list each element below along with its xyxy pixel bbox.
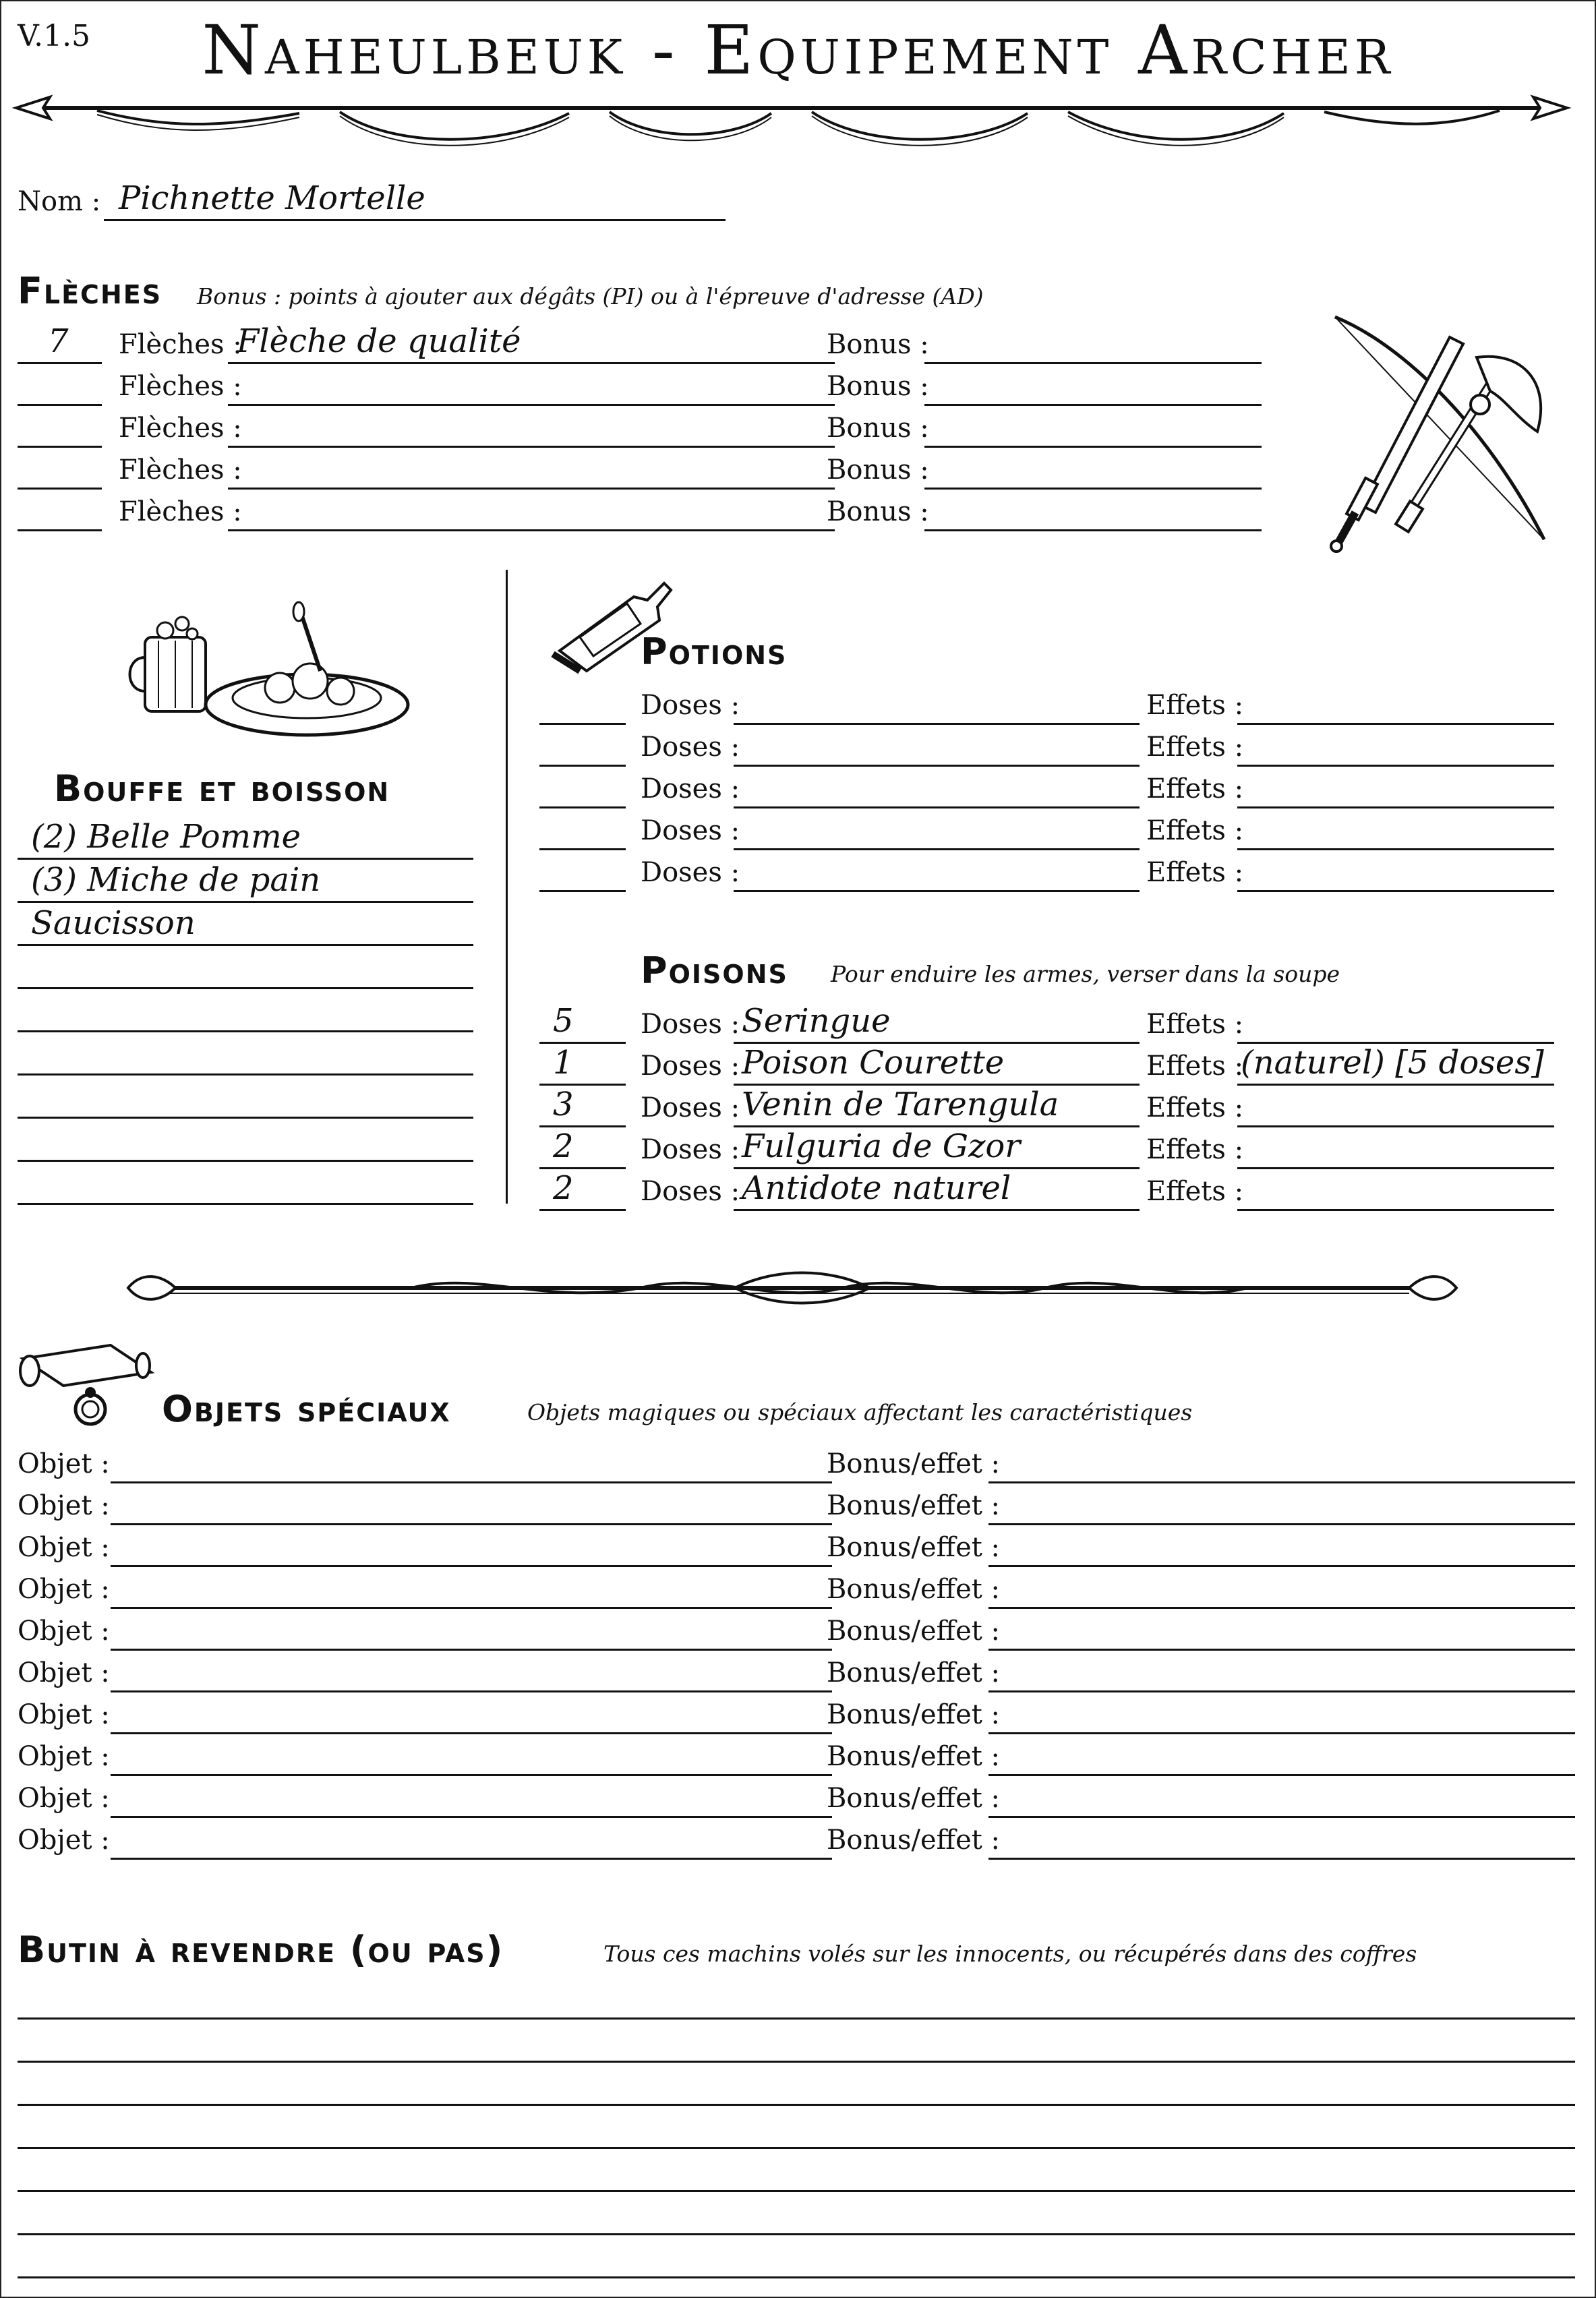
bouffe-row (18, 906, 476, 946)
qty-underline (18, 362, 102, 364)
bouffe-row (18, 992, 476, 1032)
name-underline (228, 404, 835, 406)
butin-row (18, 2238, 1575, 2278)
objet-label: Objet : (18, 1741, 110, 1772)
qty-underline (539, 1209, 626, 1211)
objet-row (18, 1652, 1575, 1692)
name-underline (228, 529, 835, 531)
qty-underline (539, 890, 626, 892)
poisons-name-field[interactable]: Poison Courette (742, 1044, 1005, 1082)
fleches-row (18, 491, 1265, 531)
bouffe-row (18, 1121, 476, 1162)
objet-label: Objet : (18, 1783, 110, 1814)
butin-underline (18, 2190, 1575, 2192)
fleches-row (18, 365, 1265, 406)
objet-label: Objet : (18, 1825, 110, 1856)
staff-divider-icon (128, 1261, 1456, 1315)
potions-row (539, 852, 1558, 892)
bouffe-row (18, 1165, 476, 1205)
objet-row (18, 1819, 1575, 1860)
objet-row (18, 1694, 1575, 1734)
doses-label: Doses : (641, 1009, 740, 1040)
potions-row (539, 768, 1558, 808)
name-underline (734, 890, 1140, 892)
poisons-subtitle: Pour enduire les armes, verser dans la soupe (831, 961, 1340, 987)
bonus-label: Bonus : (827, 413, 929, 444)
effet-underline (1237, 765, 1554, 767)
fleches-subtitle: Bonus : points à ajouter aux dégâts (PI) ou à l'épreuve d'adresse (AD) (197, 283, 984, 310)
bonus-underline (988, 1816, 1575, 1818)
doses-label: Doses : (641, 773, 740, 804)
effets-label: Effets : (1146, 1134, 1244, 1165)
potions-row (539, 726, 1558, 767)
qty-underline (18, 446, 102, 448)
objet-underline (111, 1774, 832, 1776)
bonus-underline (924, 404, 1262, 406)
bonus-effet-label: Bonus/effet : (827, 1783, 1001, 1814)
objet-row (18, 1736, 1575, 1776)
bouffe-row (18, 949, 476, 989)
bonus-underline (988, 1649, 1575, 1651)
bouffe-underline (18, 858, 473, 860)
bouffe-underline (18, 1030, 473, 1032)
poisons-row (539, 1045, 1558, 1086)
objet-underline (111, 1607, 832, 1609)
bouffe-underline (18, 987, 473, 989)
nom-label: Nom : (18, 186, 101, 217)
bonus-effet-label: Bonus/effet : (827, 1741, 1001, 1772)
bouffe-item-field[interactable]: (2) Belle Pomme (31, 818, 301, 856)
effets-label: Effets : (1146, 1051, 1244, 1082)
bouffe-title: Bouffe et boisson (54, 767, 390, 810)
food-plate-icon (138, 603, 408, 738)
fleches-name-field[interactable]: Flèche de qualité (237, 322, 521, 360)
objet-underline (111, 1565, 832, 1567)
bouffe-underline (18, 1160, 473, 1162)
butin-subtitle: Tous ces machins volés sur les innocents, ou récupérés dans des coffres (603, 1941, 1417, 1967)
qty-underline (18, 404, 102, 406)
crossed-weapons-icon (1322, 310, 1571, 553)
fleches-title: Flèches (18, 270, 162, 312)
bonus-underline (988, 1565, 1575, 1567)
bonus-underline (988, 1732, 1575, 1734)
objet-underline (111, 1816, 832, 1818)
bonus-underline (988, 1607, 1575, 1609)
bouffe-row (18, 1078, 476, 1119)
objet-underline (111, 1732, 832, 1734)
objet-label: Objet : (18, 1532, 110, 1563)
bonus-effet-label: Bonus/effet : (827, 1699, 1001, 1730)
poisons-name-field[interactable]: Seringue (742, 1002, 891, 1040)
effet-underline (1237, 1209, 1554, 1211)
name-underline (228, 446, 835, 448)
butin-row (18, 1979, 1575, 2020)
objet-underline (111, 1649, 832, 1651)
qty-underline (539, 723, 626, 725)
bonus-effet-label: Bonus/effet : (827, 1657, 1001, 1688)
poisons-name-field[interactable]: Fulguria de Gzor (742, 1127, 1021, 1165)
bonus-effet-label: Bonus/effet : (827, 1825, 1001, 1856)
poisons-effet-field[interactable]: (naturel) [5 doses] (1241, 1044, 1544, 1082)
effet-underline (1237, 890, 1554, 892)
bonus-effet-label: Bonus/effet : (827, 1616, 1001, 1647)
objet-label: Objet : (18, 1699, 110, 1730)
poisons-name-field[interactable]: Antidote naturel (742, 1169, 1011, 1207)
name-underline (734, 1209, 1140, 1211)
bonus-underline (924, 529, 1262, 531)
bouffe-underline (18, 901, 473, 903)
butin-underline (18, 2104, 1575, 2106)
bonus-label: Bonus : (827, 496, 929, 527)
name-underline (228, 362, 835, 364)
nom-field[interactable]: Pichnette Mortelle (119, 179, 425, 217)
effets-label: Effets : (1146, 815, 1244, 846)
butin-row (18, 2022, 1575, 2063)
butin-underline (18, 2147, 1575, 2149)
effets-label: Effets : (1146, 1009, 1244, 1040)
objet-row (18, 1443, 1575, 1483)
potions-row (539, 810, 1558, 850)
bouffe-underline (18, 1073, 473, 1076)
objet-label: Objet : (18, 1490, 110, 1521)
effet-underline (1237, 848, 1554, 850)
bouffe-row (18, 862, 476, 903)
objet-label: Objet : (18, 1616, 110, 1647)
bonus-underline (988, 1523, 1575, 1525)
bouffe-underline (18, 1203, 473, 1205)
effets-label: Effets : (1146, 857, 1244, 888)
fleches-label: Flèches : (119, 371, 242, 402)
objet-row (18, 1610, 1575, 1651)
fleches-qty-field[interactable]: 7 (48, 322, 69, 360)
name-underline (734, 723, 1140, 725)
butin-underline (18, 2233, 1575, 2235)
effet-underline (1237, 723, 1554, 725)
effets-label: Effets : (1146, 1092, 1244, 1123)
fleches-label: Flèches : (119, 496, 242, 527)
version-label: V.1.5 (18, 19, 91, 53)
potions-row (539, 684, 1558, 725)
bouffe-item-field[interactable]: Saucisson (31, 904, 196, 942)
butin-row (18, 2195, 1575, 2235)
doses-label: Doses : (641, 732, 740, 763)
butin-underline (18, 2276, 1575, 2278)
objet-label: Objet : (18, 1657, 110, 1688)
objet-underline (111, 1858, 832, 1860)
bouffe-underline (18, 1117, 473, 1119)
bouffe-row (18, 819, 476, 860)
column-divider (506, 570, 508, 1204)
arrow-banner-icon (16, 88, 1567, 148)
poisons-row (539, 1171, 1558, 1211)
doses-label: Doses : (641, 1134, 740, 1165)
bonus-label: Bonus : (827, 454, 929, 485)
butin-row (18, 2109, 1575, 2149)
bonus-effet-label: Bonus/effet : (827, 1532, 1001, 1563)
doses-label: Doses : (641, 690, 740, 721)
doses-label: Doses : (641, 1092, 740, 1123)
potions-title: Potions (641, 630, 788, 673)
bouffe-underline (18, 944, 473, 946)
poisons-row (539, 1087, 1558, 1127)
poisons-row (539, 1003, 1558, 1044)
doses-label: Doses : (641, 1051, 740, 1082)
butin-row (18, 2152, 1575, 2192)
name-underline (228, 488, 835, 490)
effets-label: Effets : (1146, 1176, 1244, 1207)
qty-underline (18, 529, 102, 531)
bonus-effet-label: Bonus/effet : (827, 1490, 1001, 1521)
bonus-underline (988, 1481, 1575, 1483)
objet-row (18, 1777, 1575, 1818)
effets-label: Effets : (1146, 690, 1244, 721)
bonus-effet-label: Bonus/effet : (827, 1574, 1001, 1605)
page-title: Naheulbeuk - Equipement Archer (202, 11, 1394, 90)
objets-title: Objets spéciaux (162, 1388, 451, 1430)
poisons-qty-field[interactable]: 5 (553, 1002, 574, 1040)
poisons-row (539, 1129, 1558, 1169)
objet-underline (111, 1481, 832, 1483)
fleches-label: Flèches : (119, 413, 242, 444)
name-underline (734, 806, 1140, 808)
objet-row (18, 1568, 1575, 1609)
objet-label: Objet : (18, 1574, 110, 1605)
bonus-effet-label: Bonus/effet : (827, 1448, 1001, 1479)
scroll-ring-icon (16, 1338, 158, 1430)
butin-underline (18, 2017, 1575, 2020)
nom-row (18, 181, 712, 221)
poisons-qty-field[interactable]: 2 (553, 1169, 574, 1207)
objet-row (18, 1485, 1575, 1525)
nom-underline (104, 219, 726, 221)
qty-underline (539, 765, 626, 767)
bonus-underline (924, 488, 1262, 490)
fleches-row (18, 407, 1265, 448)
butin-title: Butin à revendre (ou pas) (18, 1928, 504, 1971)
objet-underline (111, 1690, 832, 1692)
butin-row (18, 2065, 1575, 2106)
bonus-underline (988, 1690, 1575, 1692)
effets-label: Effets : (1146, 732, 1244, 763)
bouffe-item-field[interactable]: (3) Miche de pain (31, 861, 321, 899)
bonus-label: Bonus : (827, 371, 929, 402)
qty-underline (539, 806, 626, 808)
poisons-name-field[interactable]: Venin de Tarengula (742, 1086, 1059, 1123)
doses-label: Doses : (641, 815, 740, 846)
doses-label: Doses : (641, 1176, 740, 1207)
fleches-row (18, 449, 1265, 490)
poisons-qty-field[interactable]: 3 (553, 1086, 574, 1123)
poisons-qty-field[interactable]: 1 (553, 1044, 574, 1082)
objet-underline (111, 1523, 832, 1525)
bonus-underline (988, 1774, 1575, 1776)
fleches-label: Flèches : (119, 329, 242, 360)
poisons-title: Poisons (641, 949, 788, 992)
bonus-underline (988, 1858, 1575, 1860)
effet-underline (1237, 1125, 1554, 1127)
objet-row (18, 1527, 1575, 1567)
doses-label: Doses : (641, 857, 740, 888)
fleches-row (18, 324, 1265, 364)
objets-subtitle: Objets magiques ou spéciaux affectant les caractéristiques (527, 1399, 1193, 1425)
qty-underline (539, 848, 626, 850)
name-underline (734, 765, 1140, 767)
poisons-qty-field[interactable]: 2 (553, 1127, 574, 1165)
name-underline (734, 848, 1140, 850)
effet-underline (1237, 1167, 1554, 1169)
qty-underline (18, 488, 102, 490)
objet-label: Objet : (18, 1448, 110, 1479)
bonus-underline (924, 362, 1262, 364)
bonus-label: Bonus : (827, 329, 929, 360)
fleches-label: Flèches : (119, 454, 242, 485)
effet-underline (1237, 1084, 1554, 1086)
effet-underline (1237, 806, 1554, 808)
butin-underline (18, 2061, 1575, 2063)
bonus-underline (924, 446, 1262, 448)
bouffe-row (18, 1035, 476, 1076)
effets-label: Effets : (1146, 773, 1244, 804)
